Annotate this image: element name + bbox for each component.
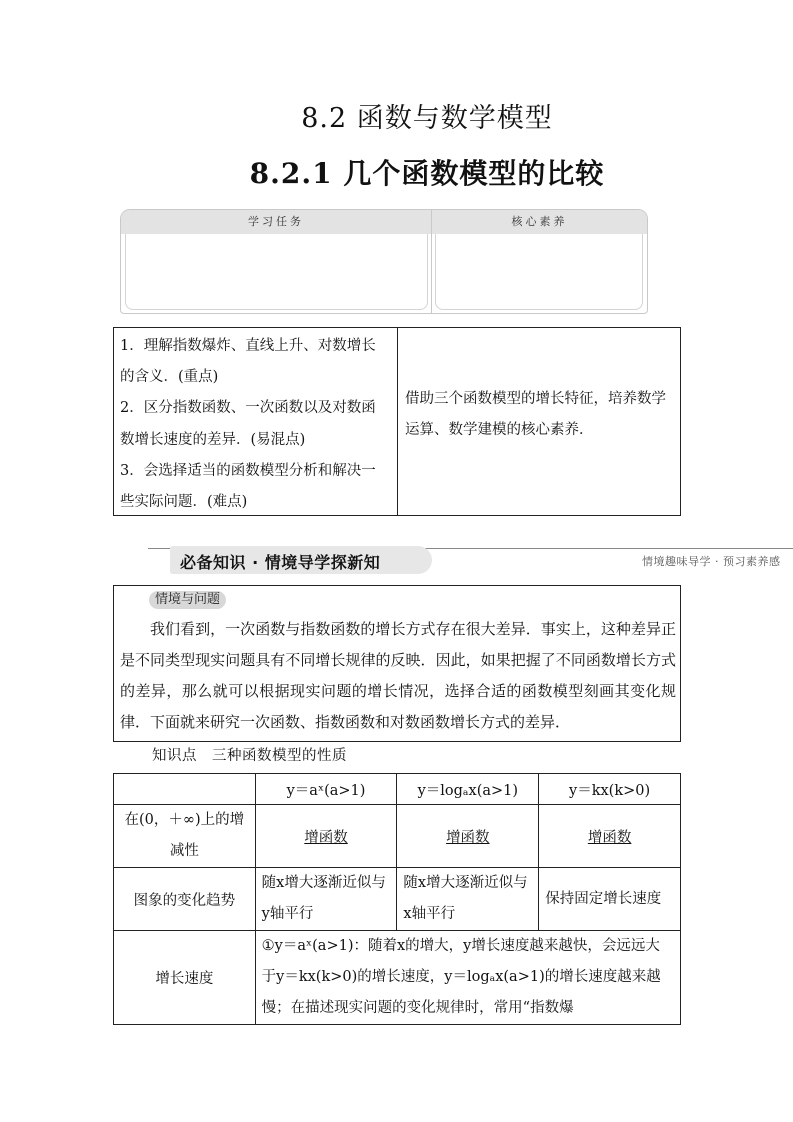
objective-item: 2．区分指数函数、一次函数以及对数函数增长速度的差异．(易混点) [120, 400, 376, 448]
core-literacy-text: 借助三个函数模型的增长特征，培养数学运算、数学建模的核心素养． [405, 391, 666, 438]
core-literacy-panel [435, 234, 643, 310]
context-box [113, 585, 681, 742]
monotonicity-cell: 增函数 [397, 805, 539, 868]
header-exponential: y＝aˣ(a>1) [255, 774, 397, 805]
corner-cell [114, 774, 256, 805]
trend-cell: 保持固定增长速度 [539, 868, 681, 931]
header-linear: y＝kx(k>0) [539, 774, 681, 805]
header-divider [431, 210, 432, 313]
objective-item: 3．会选择适当的函数模型分析和解决一些实际问题．(难点) [120, 462, 376, 511]
learning-tasks-label: 学习任务 [248, 215, 304, 228]
lesson-title: 8.2.1 几个函数模型的比较 [249, 157, 605, 190]
growth-rate-content: ①y＝aˣ(a>1)：随着x的增大，y增长速度越来越快，会远远大于y＝kx(k>0)的增长速度，y＝logₐx(a>1)的增长速度越来越慢；在描述现实问题的变化规律时，常用“指数爆 [255, 931, 680, 1025]
objectives-divider [397, 328, 398, 515]
learning-header-box [120, 209, 648, 314]
objectives-list [120, 331, 390, 518]
trend-cell: 随x增大逐渐近似与y轴平行 [255, 868, 397, 931]
banner-subtitle: 情境趣味导学 · 预习素养感 [642, 555, 781, 568]
objective-item: 1．理解指数爆炸、直线上升、对数增长的含义．(重点) [120, 338, 376, 386]
row-label-trend: 图象的变化趋势 [114, 868, 256, 931]
core-literacy-label: 核心素养 [511, 215, 568, 228]
properties-table [113, 773, 681, 1025]
knowledge-point-heading: 知识点 三种函数模型的性质 [152, 748, 347, 764]
monotonicity-cell: 增函数 [539, 805, 681, 868]
trend-cell: 随x增大逐渐近似与x轴平行 [397, 868, 539, 931]
table-row [114, 868, 681, 931]
table-row [114, 931, 681, 1025]
table-row [114, 805, 681, 868]
learning-tasks-panel [125, 234, 428, 310]
row-label-monotonicity: 在(0，＋∞)上的增减性 [114, 805, 256, 868]
context-tag: 情境与问题 [149, 591, 226, 609]
table-row [114, 774, 681, 805]
objectives-table [113, 327, 681, 516]
monotonicity-cell: 增函数 [255, 805, 397, 868]
section-title: 8.2 函数与数学模型 [301, 103, 553, 134]
row-label-growth-rate: 增长速度 [114, 931, 256, 1025]
header-logarithmic: y＝logₐx(a>1) [397, 774, 539, 805]
banner-title: 必备知识 · 情境导学探新知 [180, 553, 381, 572]
context-paragraph: 我们看到，一次函数与指数函数的增长方式存在很大差异．事实上，这种差异正是不同类型现实问题具有不同增长规律的反映．因此，如果把握了不同函数增长方式的差异，那么就可以根据现实问题的增长情况，选择合适的函数模型刻画其变化规律．下面就来研究一次函数、指数函数和对数函数增长方式的差异． [120, 620, 676, 731]
